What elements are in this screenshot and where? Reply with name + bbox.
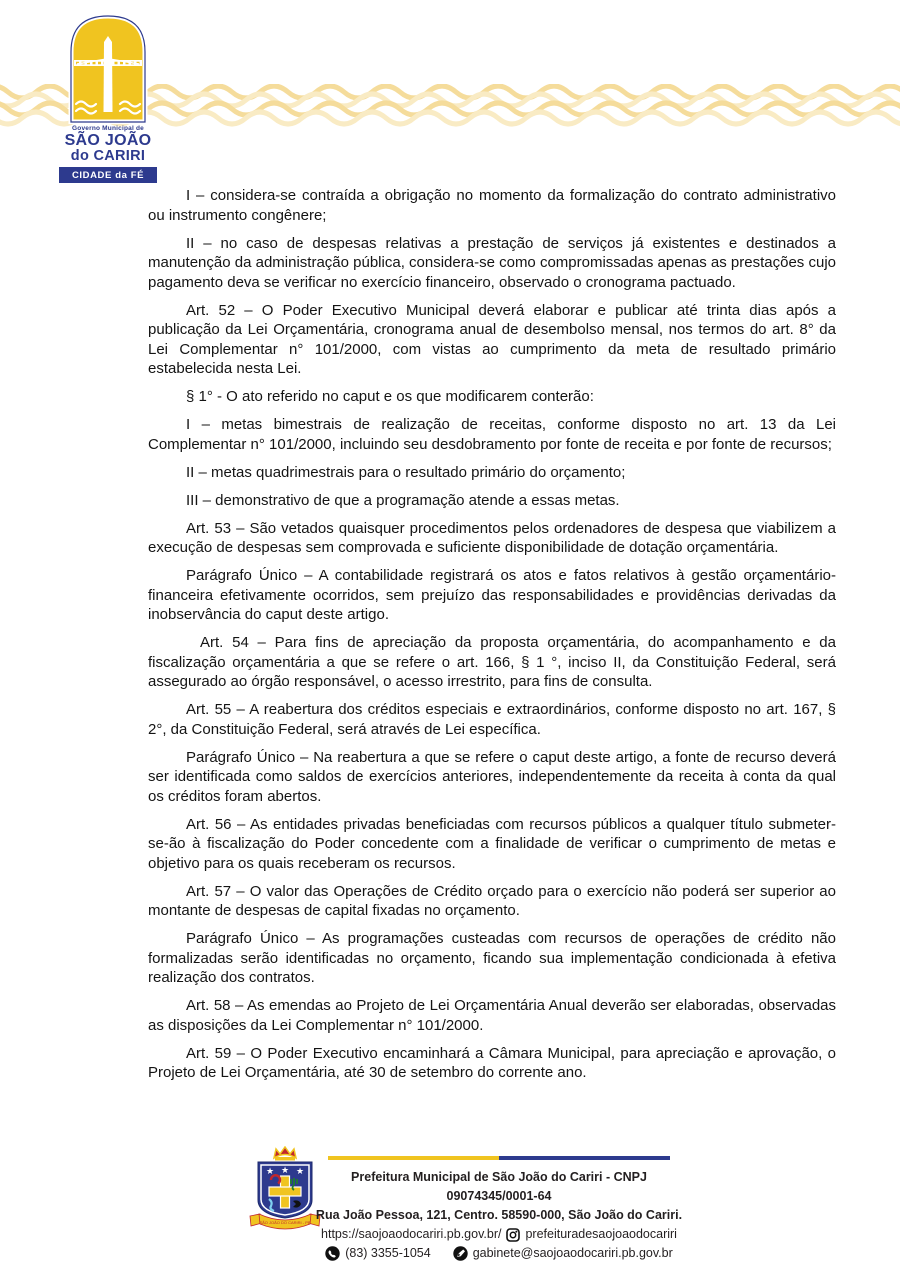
lighthouse-arch-icon [63, 12, 153, 124]
footer-divider [328, 1156, 670, 1160]
para-art-55: Art. 55 – A reabertura dos créditos especiais e extraordinários, conforme disposto no art. 167, § 2°, da Constituição Federal, será através de Lei específica. [148, 701, 836, 738]
para-art-58: Art. 58 – As emendas ao Projeto de Lei Orçamentária Anual deverão ser elaboradas, observadas as disposições da Lei Complementar n° 101/2000. [148, 997, 836, 1034]
para-paragrafo-unico-57: Parágrafo Único – As programações custeadas com recursos de operações de crédito não formalizadas serão identificadas no orçamento, ficando sua implementação condicionada à efetiva realização dos contratos. [148, 930, 836, 986]
municipal-logo [55, 12, 161, 183]
footer-instagram-handle[interactable]: prefeituradesaojoaodocariri [525, 1227, 677, 1241]
footer-phone-number: (83) 3355-1054 [345, 1246, 431, 1260]
para-inciso-i: I – metas bimestrais de realização de receitas, conforme disposto no art. 13 da Lei Complementar n° 101/2000, incluindo seu desdobramento por fonte de receita e por fonte de recursos; [148, 416, 836, 453]
logo-title-line2: do CARIRI [70, 148, 146, 164]
para-inciso-iii: III – demonstrativo de que a programação atende a essas metas. [186, 491, 620, 509]
logo-banner: CIDADE da FÉ [59, 167, 157, 183]
footer-website-link[interactable]: https://saojoaodocariri.pb.gov.br/ [321, 1227, 502, 1241]
footer-prefeitura-line: Prefeitura Municipal de São João do Cariri - CNPJ 09074345/0001-64 [351, 1170, 647, 1203]
email-icon [453, 1246, 468, 1261]
para-inciso-2: II – no caso de despesas relativas a prestação de serviços já existentes e destinados a manutenção da administração pública, considera-se como compromissadas apenas as prestações cujo pagamento deva se verificar no exercício financeiro, observado o cronograma pactuado. [148, 234, 836, 291]
phone-icon [325, 1246, 340, 1261]
document-body [148, 186, 836, 1091]
para-paragrafo-unico-55: Parágrafo Único – Na reabertura a que se refere o caput deste artigo, a fonte de recurso deverá ser identificada como saldos de exercícios anteriores, independentemente da receita à conta da qual os créditos foram abertos. [148, 748, 836, 805]
logo-gov-label: Governo Municipal de [72, 125, 144, 132]
para-art-54: Art. 54 – Para fins de apreciação da proposta orçamentária, do acompanhamento e da fiscalização orçamentária a que se refere o art. 166, § 1 °, inciso II, da Constituição Federal, será assegurado ao órgão responsável, o acesso irrestrito, para fins de consulta. [148, 634, 836, 690]
para-inciso-1: I – considera-se contraída a obrigação no momento da formalização do contrato administrativo ou instrumento congênere; [148, 187, 836, 224]
para-art-53: Art. 53 – São vetados quaisquer procedimentos pelos ordenadores de despesa que viabilizem a execução de despesas sem comprovada e suficiente disponibilidade de dotação orçamentária. [148, 519, 836, 556]
crest-ribbon-text: SÃO JOÃO DO CARIRI - PB [259, 1220, 311, 1225]
para-paragrafo-1: § 1° - O ato referido no caput e os que modificarem conterão: [186, 388, 594, 405]
para-art-52: Art. 52 – O Poder Executivo Municipal deverá elaborar e publicar até trinta dias após a publicação da Lei Orçamentária, cronograma anual de desembolso mensal, nos termos do art. 8° da Lei Complementar n° 101/2000, com vistas ao cumprimento da meta de resultado primário estabelecida nesta Lei. [148, 301, 836, 377]
para-art-57: Art. 57 – O valor das Operações de Crédito orçado para o exercício não poderá ser superior ao montante de despesas de capital fixadas no orçamento. [148, 882, 836, 919]
para-paragrafo-unico-53: Parágrafo Único – A contabilidade registrará os atos e fatos relativos à gestão orçamentário-financeira efetivamente ocorridos, sem prejuízo das responsabilidades e providências derivadas da inobservância do caput deste artigo. [148, 567, 836, 623]
instagram-icon [506, 1228, 520, 1242]
footer-info [308, 1168, 690, 1263]
footer-address-line: Rua João Pessoa, 121, Centro. 58590-000, São João do Cariri. [315, 1208, 683, 1222]
para-art-59: Art. 59 – O Poder Executivo encaminhará a Câmara Municipal, para apreciação e aprovação, o Projeto de Lei Orçamentária, até 30 de setembro do corrente ano. [148, 1044, 836, 1081]
footer-email-address[interactable]: gabinete@saojoaodocariri.pb.gov.br [472, 1246, 673, 1260]
para-art-56: Art. 56 – As entidades privadas beneficiadas com recursos públicos a qualquer título submeter-se-ão à fiscalização do Poder concedente com a finalidade de verificar o cumprimento de metas e objetivo para os quais receberam os recursos. [148, 815, 836, 872]
logo-title-line1: SÃO JOÃO [64, 132, 152, 149]
svg-text:★: ★ [280, 1165, 290, 1175]
svg-text:★: ★ [295, 1166, 305, 1176]
para-inciso-ii: II – metas quadrimestrais para o resultado primário do orçamento; [186, 463, 626, 481]
svg-text:★: ★ [265, 1166, 275, 1176]
